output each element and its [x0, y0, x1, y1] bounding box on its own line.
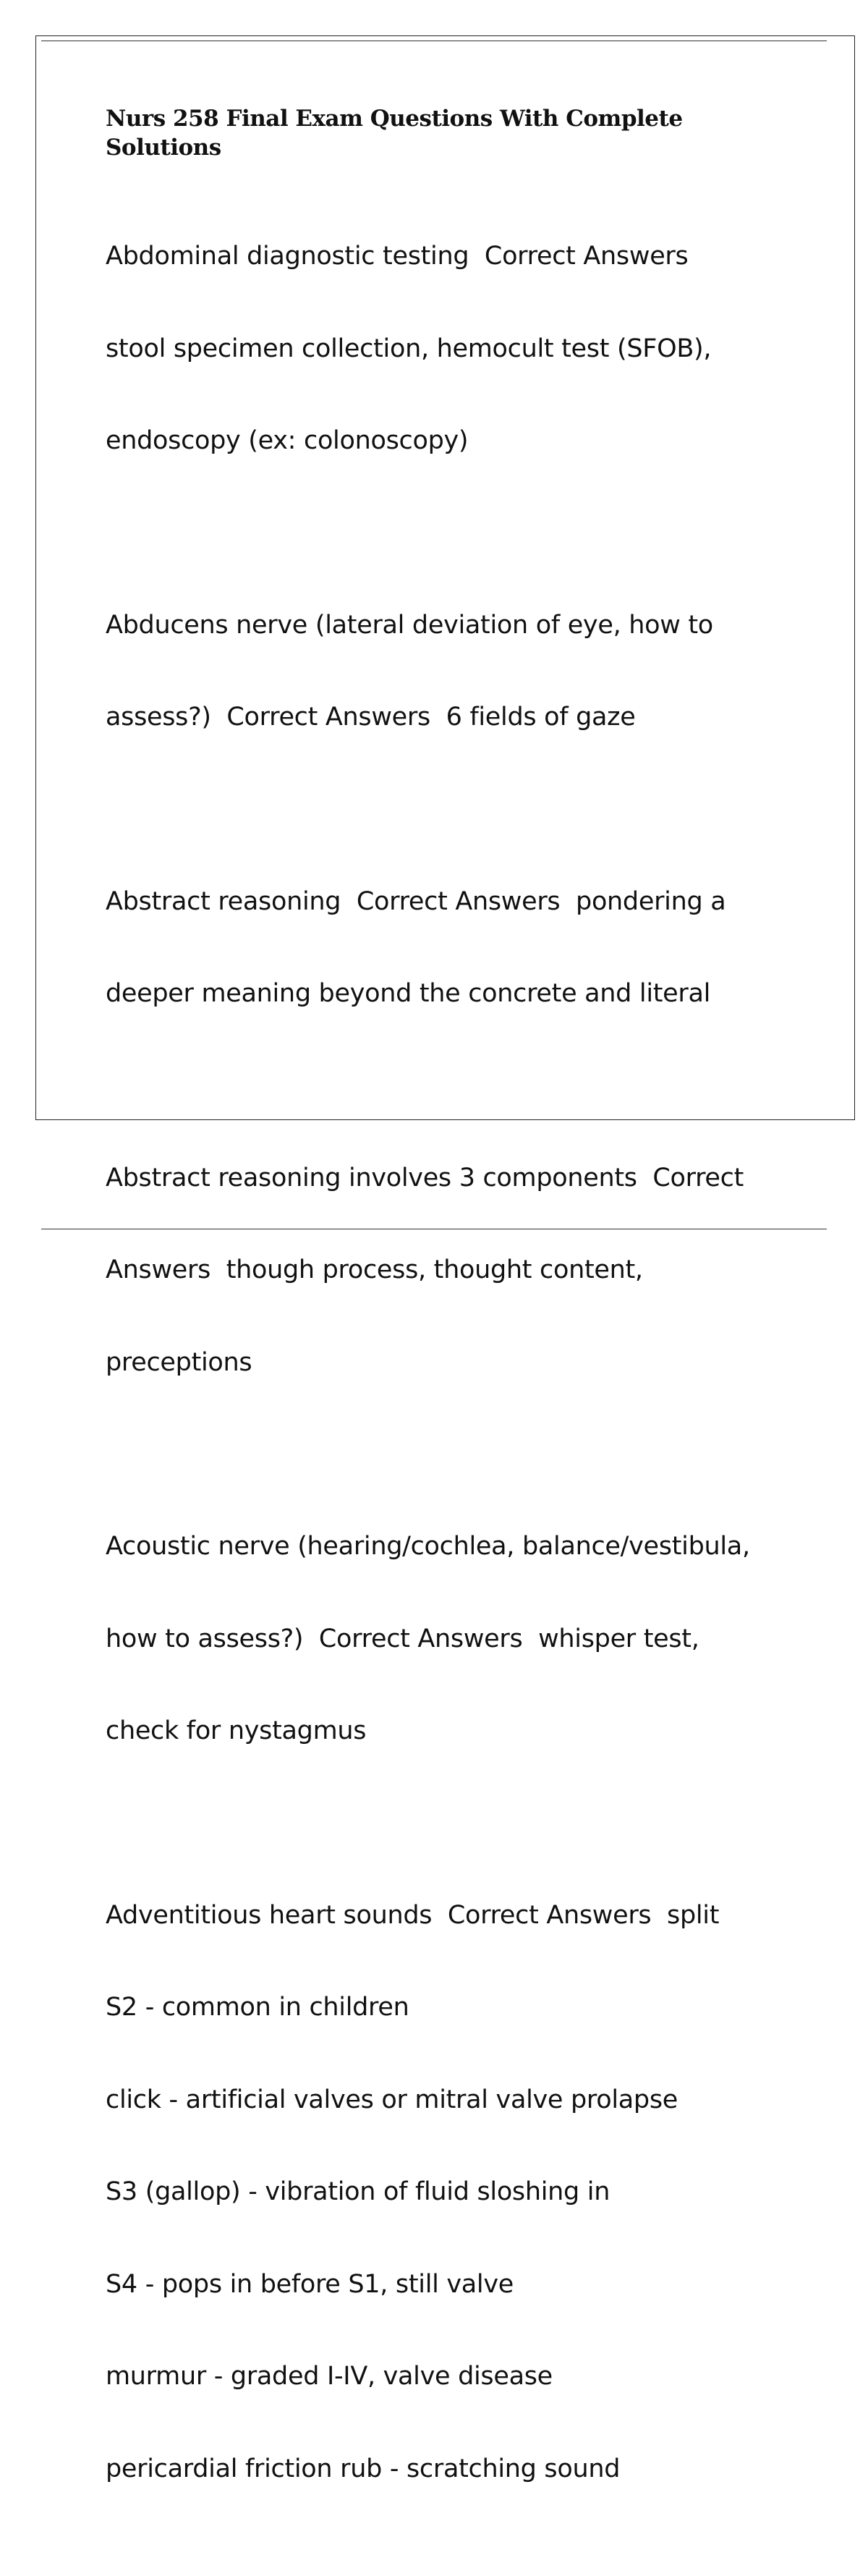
entry-line: S4 - pops in before S1, still valve	[106, 2269, 514, 2299]
entry-line: Abdominal diagnostic testing Correct Answers	[106, 242, 689, 271]
entry-line: endoscopy (ex: colonoscopy)	[106, 426, 469, 455]
qa-entry	[106, 179, 800, 518]
entry-line: Answers though process, thought content,	[106, 1255, 643, 1284]
qa-entry	[106, 1101, 800, 1440]
entry-line: stool specimen collection, hemocult test (SFOB),	[106, 334, 712, 363]
qa-entry	[106, 1839, 800, 2546]
entry-line: Abducens nerve (lateral deviation of eye, how to	[106, 610, 713, 640]
entry-line: S2 - common in children	[106, 1993, 409, 2022]
entry-line: Acoustic nerve (hearing/cochlea, balance/vestibula,	[106, 1532, 750, 1561]
entry-line: Abstract reasoning Correct Answers pondering a	[106, 886, 726, 916]
entry-line: click - artificial valves or mitral valve prolapse	[106, 2085, 678, 2114]
entry-line: murmur - graded I-IV, valve disease	[106, 2362, 553, 2391]
entry-line: check for nystagmus	[106, 1716, 367, 1745]
page-title: Nurs 258 Final Exam Questions With Complete Solutions	[106, 106, 683, 161]
document-body	[106, 104, 800, 2576]
entry-line: Abstract reasoning involves 3 components Correct	[106, 1163, 744, 1192]
entry-line: S3 (gallop) - vibration of fluid sloshing in	[106, 2177, 610, 2206]
entry-line: Adventitious heart sounds Correct Answers split	[106, 1900, 720, 1930]
entry-line: preceptions	[106, 1347, 252, 1377]
entry-line: pericardial friction rub - scratching sound	[106, 2454, 621, 2483]
qa-entry	[106, 548, 800, 795]
entry-line: how to assess?) Correct Answers whisper test,	[106, 1624, 699, 1653]
qa-entry	[106, 1470, 800, 1808]
entry-line: assess?) Correct Answers 6 fields of gaze	[106, 703, 636, 732]
qa-entry	[106, 825, 800, 1071]
entry-line: deeper meaning beyond the concrete and literal	[106, 979, 711, 1008]
